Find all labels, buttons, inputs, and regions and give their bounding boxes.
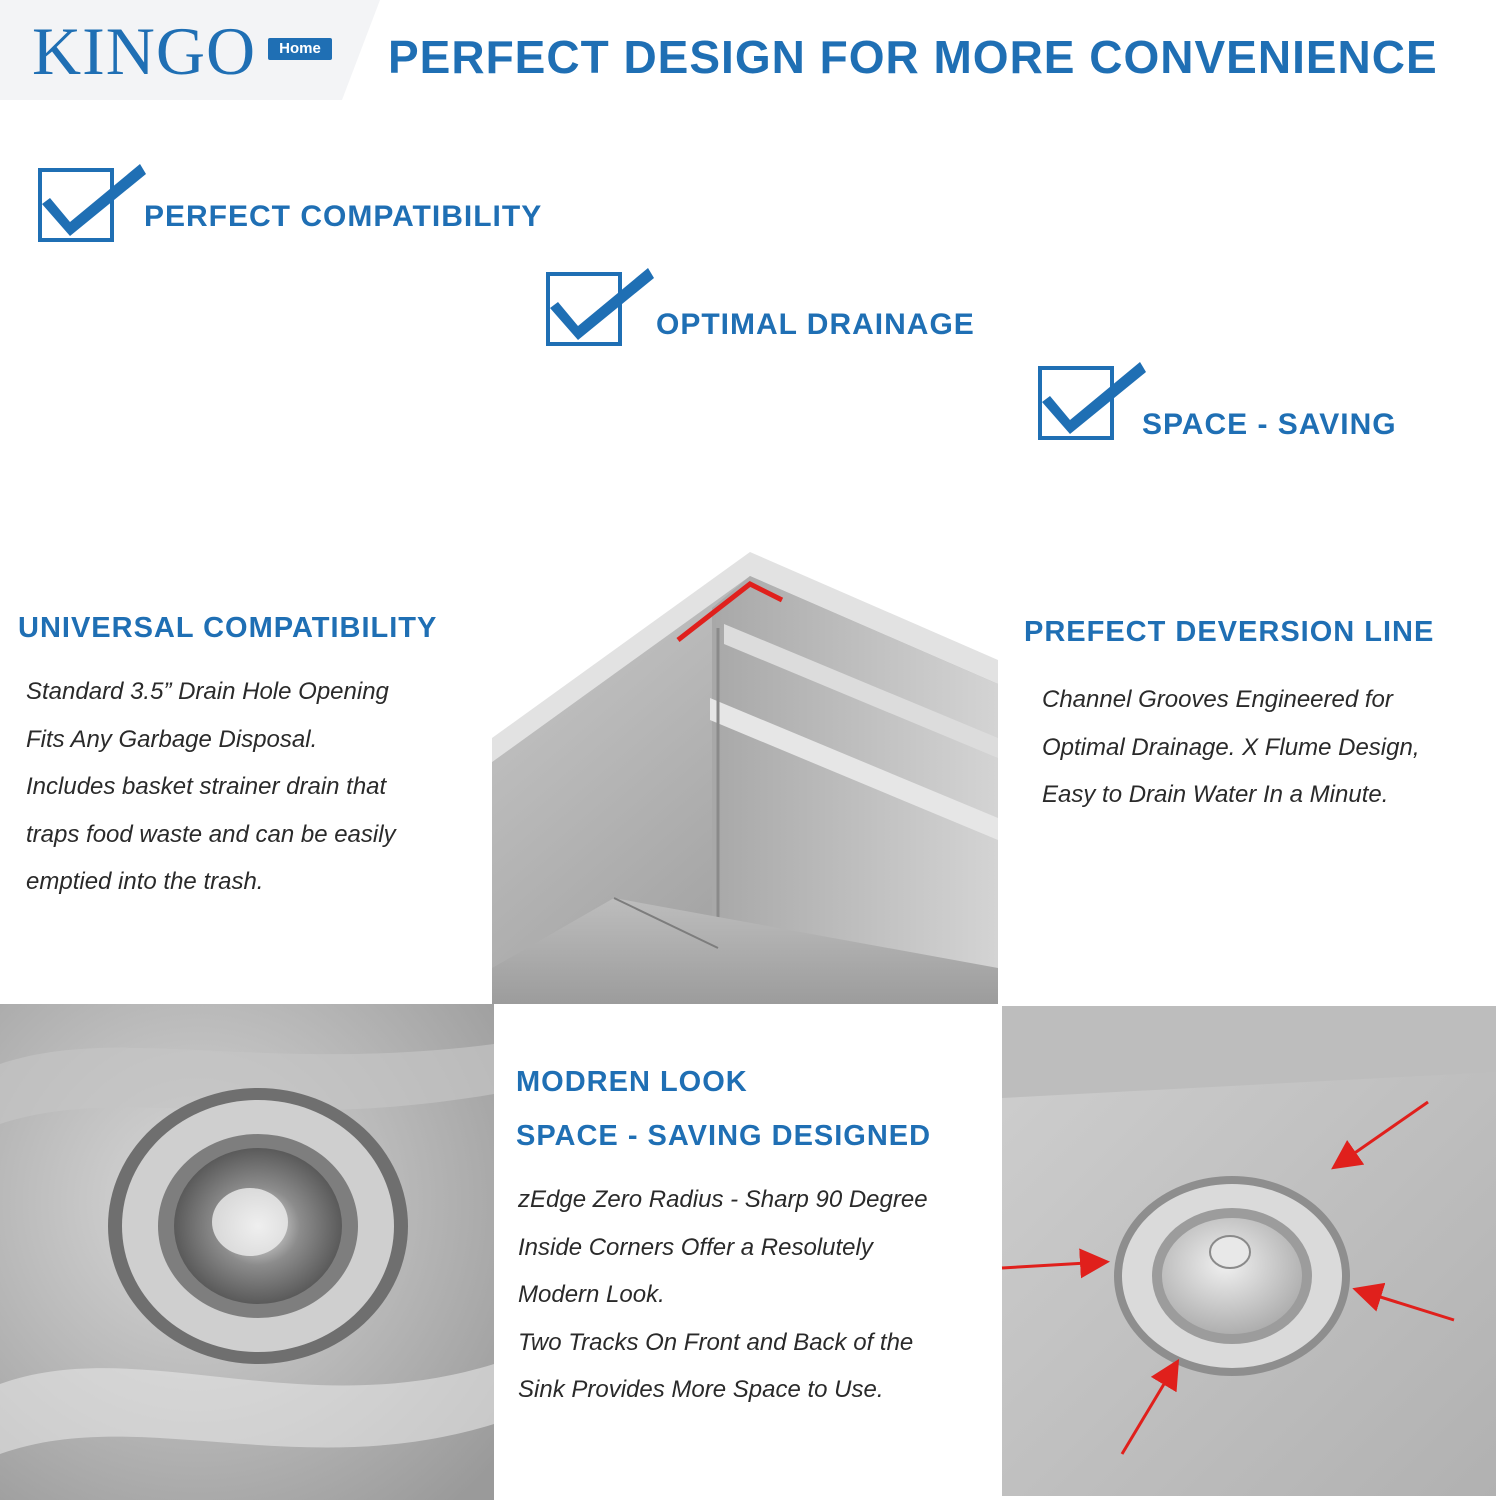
modern-look-text: zEdge Zero Radius - Sharp 90 Degree Inside Corners Offer a Resolutely Modern Look. Two Tracks On Front and Back of the Sink Provides More Space to Use. xyxy=(518,1186,928,1403)
drain-flange-photo xyxy=(998,1002,1500,1500)
checklist-item-drainage: OPTIMAL DRAINAGE xyxy=(656,308,975,341)
page-headline: PERFECT DESIGN FOR MORE CONVENIENCE xyxy=(388,31,1438,83)
checkbox-check-icon xyxy=(544,262,656,348)
deversion-line-title: PREFECT DEVERSION LINE xyxy=(1024,616,1435,648)
space-saving-designed-title: SPACE - SAVING DESIGNED xyxy=(516,1120,932,1152)
checklist-item-compatibility: PERFECT COMPATIBILITY xyxy=(144,200,543,233)
deversion-line-text: Channel Grooves Engineered for Optimal Drainage. X Flume Design, Easy to Drain Water In a Minute. xyxy=(1042,686,1420,808)
universal-compatibility-title: UNIVERSAL COMPATIBILITY xyxy=(18,612,438,644)
brand-logo: KINGO xyxy=(32,13,257,89)
brand-logo-badge: Home xyxy=(268,38,332,60)
universal-compatibility-text: Standard 3.5” Drain Hole Opening Fits Any Garbage Disposal. Includes basket strainer drain that traps food waste and can be easily emptied into the trash. xyxy=(26,678,396,895)
sink-corner-photo xyxy=(492,548,998,1004)
modern-look-title: MODREN LOOK xyxy=(516,1066,748,1098)
checkbox-check-icon xyxy=(1036,356,1148,442)
checklist-item-space-saving: SPACE - SAVING xyxy=(1142,408,1397,441)
drain-strainer-photo xyxy=(0,1004,494,1500)
checkbox-check-icon xyxy=(36,158,148,244)
